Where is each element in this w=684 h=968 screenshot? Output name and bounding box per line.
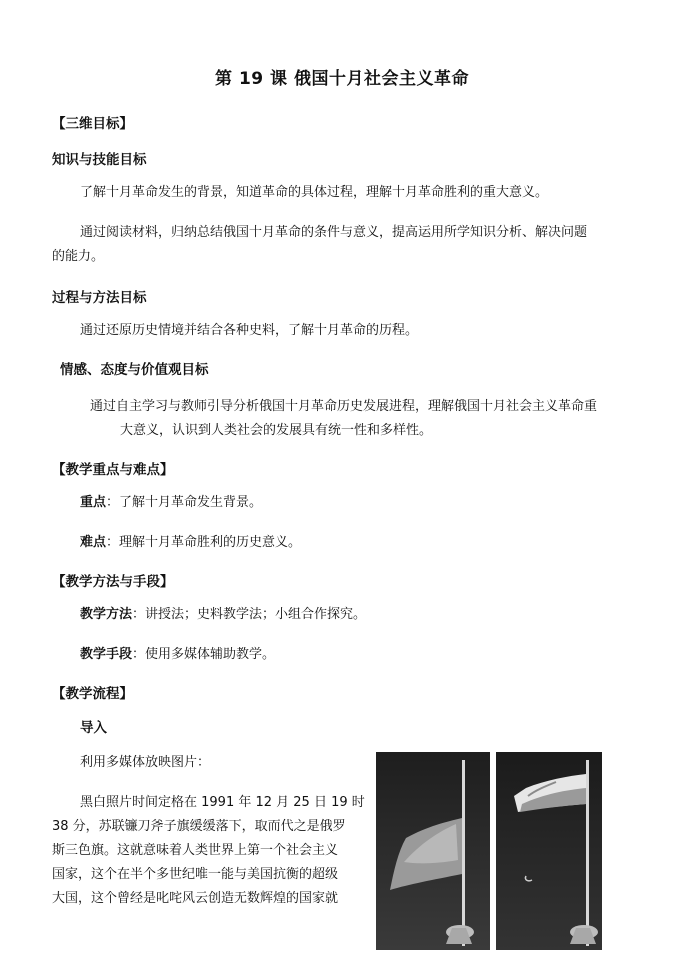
photo-caption-line-5: 大国，这个曾经是叱咤风云创造无数辉煌的国家就: [52, 891, 339, 906]
key-point-label: 重点: [80, 495, 107, 510]
subheading-process: 过程与方法目标: [52, 290, 147, 306]
teaching-method-row: [80, 602, 366, 628]
page-title: 第 19 课 俄国十月社会主义革命: [215, 69, 469, 89]
teaching-means-label: 教学手段: [80, 647, 133, 662]
teaching-means-row: [80, 642, 275, 668]
section-heading-key-points: 【教学重点与难点】: [52, 462, 174, 478]
photo-caption-line-3: 斯三色旗。这就意味着人类世界上第一个社会主义: [52, 843, 339, 858]
teaching-method-label: 教学方法: [80, 607, 133, 622]
section-heading-methods: 【教学方法与手段】: [52, 574, 174, 590]
photo-caption-line-2: 38 分，苏联镰刀斧子旗缓缓落下，取而代之是俄罗: [52, 819, 346, 834]
subheading-knowledge: 知识与技能目标: [52, 152, 147, 168]
subheading-intro: 导入: [80, 720, 107, 736]
teaching-means-text: ：使用多媒体辅助教学。: [132, 647, 276, 662]
key-point-row: [80, 490, 262, 516]
paragraph-intro: 利用多媒体放映图片：: [80, 755, 211, 770]
subheading-emotion: 情感、态度与价值观目标: [60, 362, 209, 378]
paragraph-knowledge-1: 了解十月革命发生的背景，知道革命的具体过程，理解十月革命胜利的重大意义。: [80, 185, 549, 200]
section-heading-goals: 【三维目标】: [52, 116, 133, 132]
photo-caption-line-4: 国家，这个在半个多世纪唯一能与美国抗衡的超级: [52, 867, 339, 882]
difficult-point-label: 难点: [80, 535, 107, 550]
teaching-method-text: ：讲授法；史料教学法；小组合作探究。: [132, 607, 367, 622]
paragraph-knowledge-2-line-1: 通过阅读材料，归纳总结俄国十月革命的条件与意义，提高运用所学知识分析、解决问题: [80, 225, 588, 240]
difficult-point-row: [80, 530, 301, 556]
photo-caption-line-1: 黑白照片时间定格在 1991 年 12 月 25 日 19 时: [80, 795, 365, 810]
difficult-point-text: ：理解十月革命胜利的历史意义。: [106, 535, 302, 550]
paragraph-emotion-line-1: 通过自主学习与教师引导分析俄国十月革命历史发展进程，理解俄国十月社会主义革命重: [90, 399, 598, 414]
paragraph-emotion-line-2: 大意义，认识到人类社会的发展具有统一性和多样性。: [120, 423, 433, 438]
section-heading-flow: 【教学流程】: [52, 686, 133, 702]
key-point-text: ：了解十月革命发生背景。: [106, 495, 263, 510]
photo-russian-tricolor-raised: [496, 752, 602, 950]
paragraph-knowledge-2-line-2: 的能力。: [52, 249, 105, 264]
paragraph-process: 通过还原历史情境并结合各种史料，了解十月革命的历程。: [80, 323, 419, 338]
photo-soviet-flag-lowering: [376, 752, 490, 950]
